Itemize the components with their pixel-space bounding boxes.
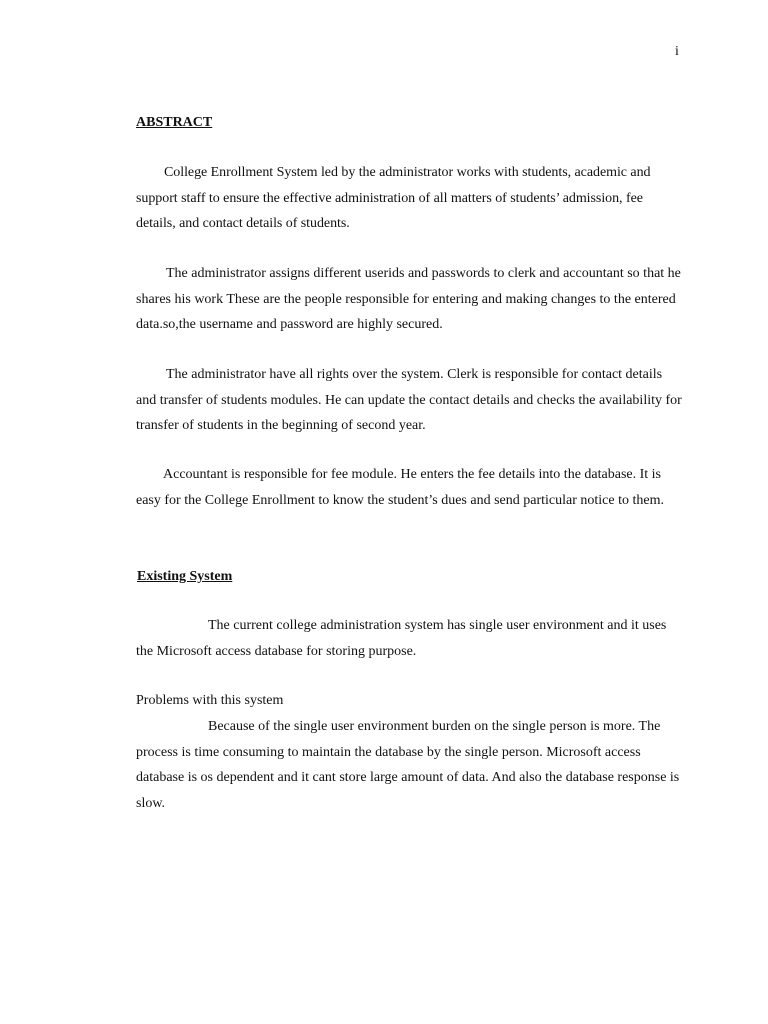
abstract-paragraph-3: The administrator have all rights over the system. Clerk is responsible for contact details and transfer of students modules. He can update the contact details and checks the availability for transfer of students in the beginning of second year. <box>136 367 682 433</box>
existing-system-paragraph: The current college administration system has single user environment and it uses the Microsoft access database for storing purpose. <box>136 618 667 659</box>
abstract-paragraph-1: College Enrollment System led by the administrator works with students, academic and support staff to ensure the effective administration of all matters of students’ admission, fee details, and contact details of students. <box>136 165 651 231</box>
abstract-paragraph-2: The administrator assigns different userids and passwords to clerk and accountant so that he shares his work These are the people responsible for entering and making changes to the entered data.so,the username and password are highly secured. <box>136 266 681 332</box>
abstract-heading: ABSTRACT <box>136 115 213 130</box>
abstract-paragraph-4: Accountant is responsible for fee module. He enters the fee details into the database. It is easy for the College Enrollment to know the student’s dues and send particular notice to them. <box>136 467 664 508</box>
existing-system-heading: Existing System <box>137 569 233 584</box>
problems-paragraph: Because of the single user environment burden on the single person is more. The process is time consuming to maintain the database by the single person. Microsoft access database is os dependent and it cant store large amount of data. And also the database response is slow. <box>136 719 680 811</box>
page-number: i <box>675 44 679 59</box>
problems-heading: Problems with this system <box>136 693 284 708</box>
